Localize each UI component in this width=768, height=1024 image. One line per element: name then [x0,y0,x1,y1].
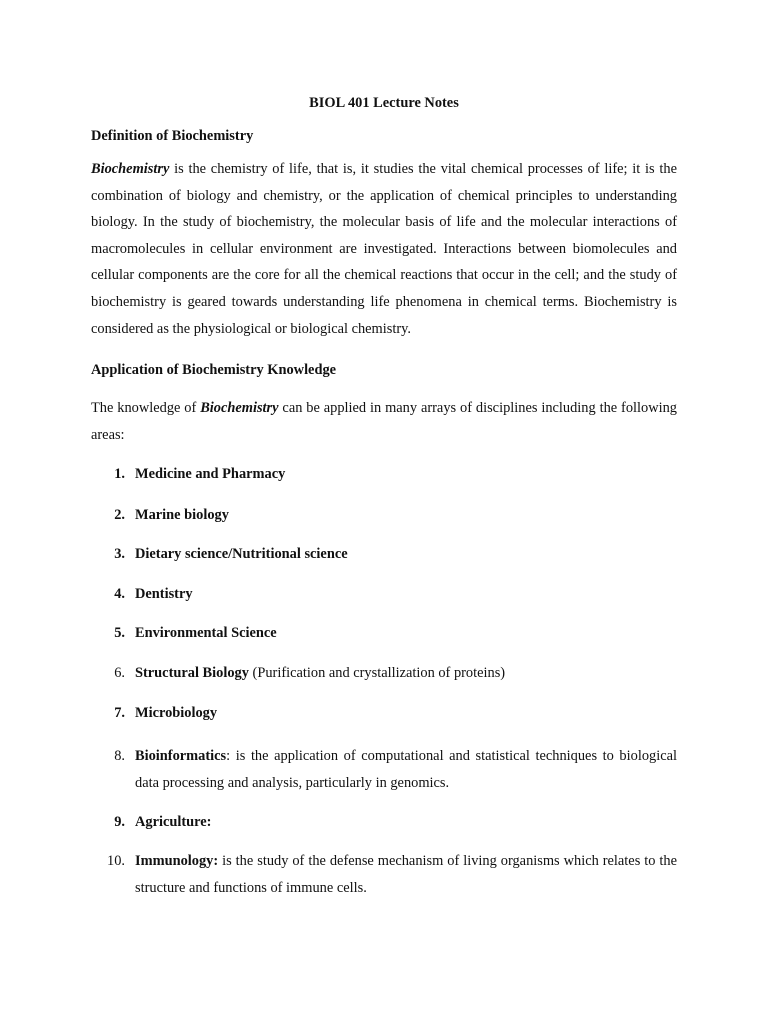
list-item-title: Bioinformatics [135,748,227,764]
list-item-title: Medicine and Pharmacy [135,466,286,482]
list-item-number: 1. [114,466,125,482]
list-item-text [135,809,677,836]
list-item-title: Structural Biology [135,665,249,681]
list-item-title: Marine biology [135,507,229,523]
list-item-text [135,541,677,568]
list-item-number: 9. [114,814,125,830]
application-intro-after: can be applied in many arrays of disciplines including the following areas: [91,400,678,443]
document-title: BIOL 401 Lecture Notes [309,95,459,111]
list-item-number: 4. [114,586,125,602]
list-item-text [135,620,677,647]
application-heading: Application of Biochemistry Knowledge [91,362,337,378]
list-item-detail: : is the application of computational and statistical techniques to biological data processing and analysis, particularly in genomics. [135,748,677,791]
list-item-text [135,660,677,687]
list-item-text [135,848,677,901]
definition-text: is the chemistry of life, that is, it studies the vital chemical processes of life; it is the combination of biology and chemistry, or the application of chemical principles to understanding biology. In the study of biochemistry, the molecular basis of life and the molecular interactions of macromolecules in cellular environment are investigated. Interactions between biomolecules and cellular components are the core for all the chemical reactions that occur in the cell; and the study of biochemistry is geared towards understanding life phenomena in chemical terms. Biochemistry is considered as the physiological or biological chemistry. [91,161,677,337]
definition-paragraph [91,156,677,342]
list-item-title: Environmental Science [135,625,277,641]
list-item-text [135,743,677,796]
list-item-text [135,700,677,727]
application-intro-term: Biochemistry [200,400,279,416]
definition-heading: Definition of Biochemistry [91,128,254,144]
list-item-title: Immunology: [135,853,219,869]
application-intro-before: The knowledge of [91,400,201,416]
list-item-number: 5. [114,625,125,641]
definition-term: Biochemistry [91,161,170,177]
list-item-title: Agriculture: [135,814,212,830]
list-item-number: 6. [114,665,125,681]
list-item-title: Dentistry [135,586,193,602]
list-item-number: 10. [107,853,125,869]
list-item-text [135,502,677,529]
list-item-detail: (Purification and crystallization of proteins) [248,665,506,681]
list-item-title: Dietary science/Nutritional science [135,546,348,562]
list-item-number: 3. [114,546,125,562]
list-item-text [135,581,677,608]
list-item-number: 8. [114,748,125,764]
application-intro [91,395,677,448]
list-item-text [135,461,677,488]
list-item-number: 2. [114,507,125,523]
list-item-title: Microbiology [135,705,218,721]
list-item-number: 7. [114,705,125,721]
list-item-detail: is the study of the defense mechanism of living organisms which relates to the structure and functions of immune cells. [135,853,677,896]
